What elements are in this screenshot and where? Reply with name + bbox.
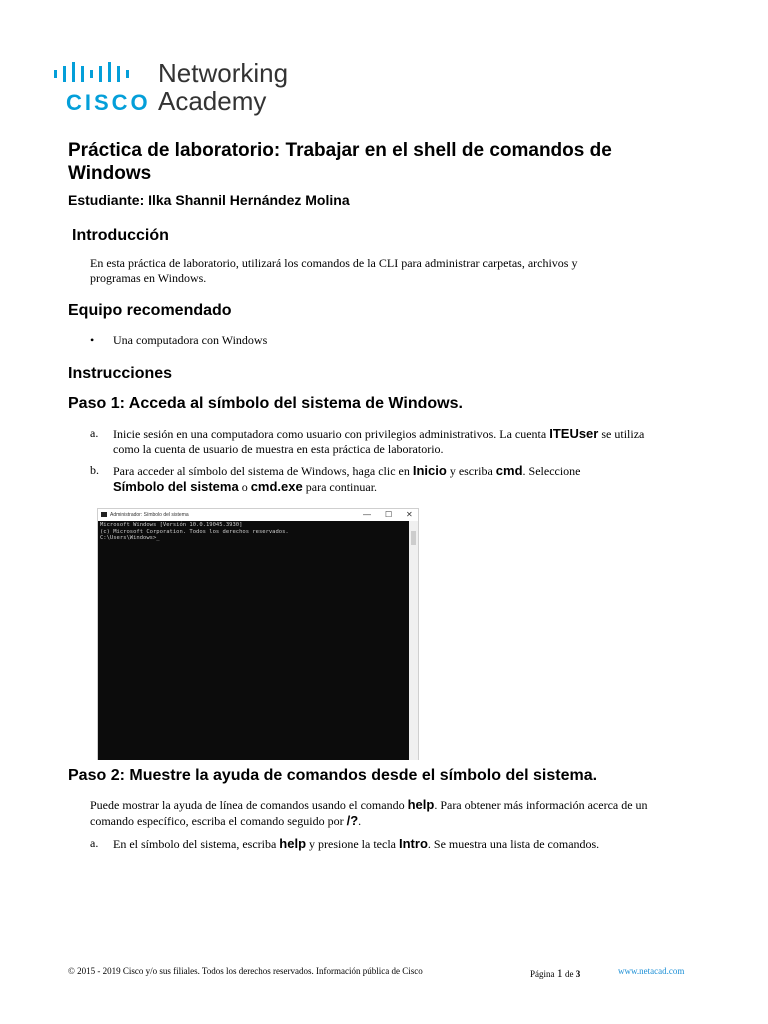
window-title: Administrador: Símbolo del sistema (110, 512, 189, 518)
item-label: a. (90, 836, 99, 850)
item-label: a. (90, 426, 99, 440)
cisco-networking-academy-logo (54, 58, 314, 118)
item-text: Inicie sesión en una computadora como usuario con privilegios administrativos. La cuenta ITEUser se utiliza como la cuenta de usuario de muestra en esta práctica de laboratorio. (113, 426, 645, 456)
step1-heading: Paso 1: Acceda al símbolo del sistema de Windows. (68, 395, 463, 412)
footer-copyright: © 2015 - 2019 Cisco y/o sus filiales. Todos los derechos reservados. Información pública de Cisco (68, 966, 423, 976)
document-title: Práctica de laboratorio: Trabajar en el shell de comandos de Windows (68, 140, 612, 184)
item-text: En el símbolo del sistema, escriba help y presione la tecla Intro. Se muestra una lista de comandos. (113, 836, 600, 851)
equipment-item-text: Una computadora con Windows (113, 333, 268, 347)
console-line: (c) Microsoft Corporation. Todos los derechos reservados. (100, 528, 289, 535)
step2-text: Puede mostrar la ayuda de línea de comandos usando el comando help. Para obtener más información acerca de un comando específico, escriba el comando seguido por /?. (90, 797, 648, 828)
bold-term: cmd.exe (250, 479, 303, 494)
bold-term: Símbolo del sistema (113, 479, 239, 494)
maximize-icon: ☐ (385, 510, 393, 519)
item-label: b. (90, 463, 99, 477)
bold-term: help (407, 797, 435, 812)
window-titlebar (98, 509, 418, 521)
bold-term: ITEUser (549, 426, 599, 441)
equipment-heading: Equipo recomendado (68, 302, 232, 319)
bold-term: Intro (399, 836, 428, 851)
cisco-bars-icon (54, 62, 144, 82)
bullet-icon: • (90, 333, 95, 347)
console-line: Microsoft Windows [Versión 10.0.19045.3930] (100, 522, 243, 528)
item-text: Para acceder al símbolo del sistema de Windows, haga clic en Inicio y escriba cmd. Seleccione Símbolo del sistema o cmd.exe para continuar. (113, 463, 581, 494)
close-icon: ✕ (406, 510, 413, 519)
console-scrollbar (409, 521, 418, 760)
console-line: C:\Users\Windows>_ (100, 535, 160, 541)
student-name: Estudiante: Ilka Shannil Hernández Molina (68, 192, 350, 208)
logo-academy: Academy (158, 86, 267, 116)
intro-text: En esta práctica de laboratorio, utilizará los comandos de la CLI para administrar carpetas, archivos y programas en Windows. (90, 256, 578, 285)
cisco-wordmark: CISCO (66, 90, 151, 115)
step2-heading: Paso 2: Muestre la ayuda de comandos desde el símbolo del sistema. (68, 767, 598, 784)
logo-networking: Networking (158, 58, 289, 88)
bold-term: cmd (495, 463, 523, 478)
console-output (98, 521, 410, 760)
footer-netacad-link[interactable]: www.netacad.com (618, 966, 685, 976)
bold-term: /? (346, 813, 359, 828)
scrollbar-thumb (411, 531, 416, 545)
bold-term: help (279, 836, 307, 851)
footer-page-number: Página 1 de 3 (530, 966, 581, 980)
bold-term: Inicio (412, 463, 447, 478)
command-prompt-screenshot (97, 508, 419, 760)
cmd-icon (101, 512, 107, 517)
intro-heading: Introducción (72, 227, 169, 244)
instructions-heading: Instrucciones (68, 365, 173, 382)
minimize-icon: — (363, 510, 371, 519)
